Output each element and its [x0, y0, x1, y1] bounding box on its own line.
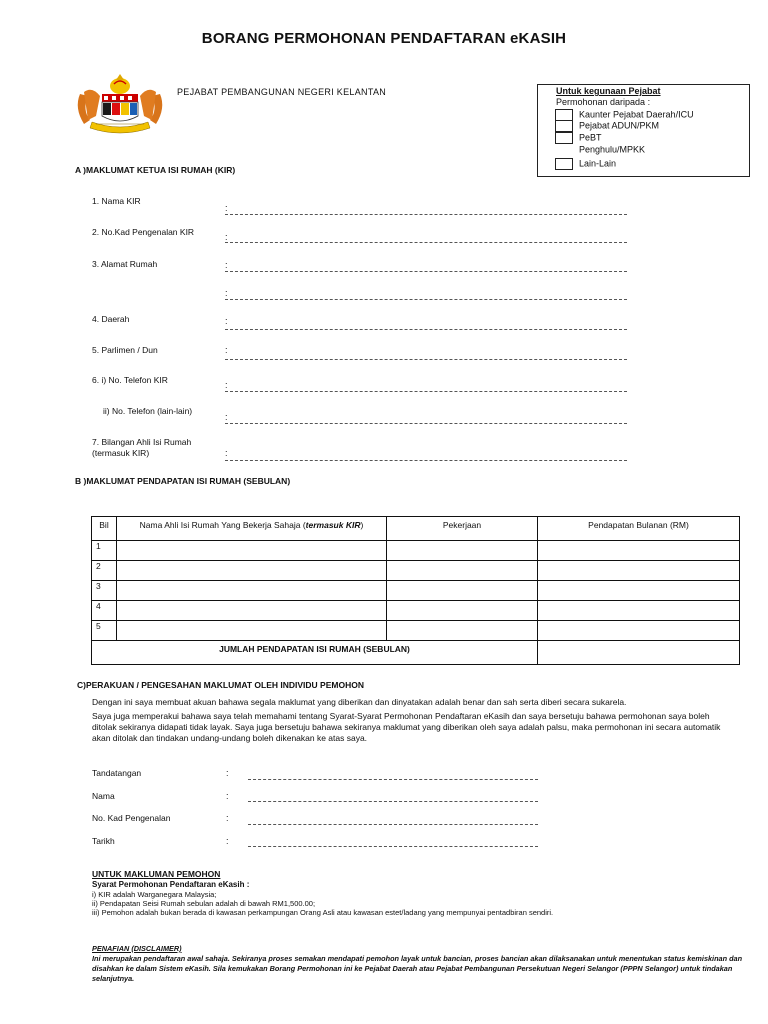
parliament-field[interactable]: [225, 359, 627, 360]
total-income-cell[interactable]: [538, 641, 740, 665]
section-a-title: A )MAKLUMAT KETUA ISI RUMAH (KIR): [75, 165, 236, 175]
office-option[interactable]: Penghulu/MPKK: [555, 144, 645, 156]
income-cell[interactable]: [538, 621, 740, 641]
form-title: BORANG PERMOHONAN PENDAFTARAN eKASIH: [201, 30, 567, 47]
colon: :: [226, 836, 229, 846]
disclaimer-text: Ini merupakan pendaftaran awal sahaja. Sekiranya proses semakan mendapati pemohon layak untuk bancian, proses bancian akan dilaksanakan untuk menentukan status kemiskinan dan disahkan ke dalam Sistem eKasih. Sila kemukakan Borang Permohonan ini ke Pejabat Daerah atau Pejabat Pembangunan Persekutuan Negeri Selangor (PPPN Selangor) untuk tindakan selanjutnya.: [92, 954, 743, 983]
declaration-paragraph: Saya juga memperakui bahawa saya telah memahami tentang Syarat-Syarat Permohonan Pendaftaran eKasih dan saya bersetuju bahawa permohonan saya boleh ditolak sekiranya didapati tidak layak. Saya juga bersetuju bahawa sekiranya maklumat yang diberikan oleh saya adalah palsu, maka permohonan ini secara automatik akan ditolak dan tindakan undang-undang boleh dikenakan ke atas saya.: [92, 711, 721, 743]
field-label: 2. No.Kad Pengenalan KIR: [92, 227, 195, 237]
date-field[interactable]: [248, 846, 538, 847]
total-label: JUMLAH PENDAPATAN ISI RUMAH (SEBULAN): [92, 641, 538, 665]
field-label: 4. Daerah: [92, 314, 130, 324]
income-cell[interactable]: [538, 561, 740, 581]
info-item: iii) Pemohon adalah bukan berada di kawasan perkampungan Orang Asli atau kawasan estet/ladang yang mempunyai pentadbiran sendiri.: [92, 908, 554, 917]
disclaimer: [92, 944, 752, 984]
date-label: Tarikh: [92, 836, 115, 846]
checkbox[interactable]: [555, 132, 573, 144]
table-row: 4: [92, 601, 740, 621]
table-row: 1: [92, 541, 740, 561]
checkbox[interactable]: [555, 158, 573, 170]
office-use-subtitle: Permohonan daripada :: [556, 97, 651, 107]
colon: :: [225, 232, 228, 242]
occupation-cell[interactable]: [387, 601, 538, 621]
colon: :: [225, 316, 228, 326]
address-field-line1[interactable]: [225, 271, 627, 272]
info-subtitle: Syarat Permohonan Pendaftaran eKasih :: [92, 880, 250, 889]
office-use-title: Untuk kegunaan Pejabat: [556, 86, 661, 96]
field-label: 5. Parlimen / Dun: [92, 345, 158, 355]
colon: :: [226, 768, 229, 778]
section-b-title: B )MAKLUMAT PENDAPATAN ISI RUMAH (SEBULAN): [75, 476, 291, 486]
total-row: [92, 641, 740, 665]
declaration-paragraph: Dengan ini saya membuat akuan bahawa segala maklumat yang diberikan dan dinyatakan adalah benar dan sah serta diberi secara sukarela.: [92, 697, 627, 707]
column-header-occupation: Pekerjaan: [387, 517, 538, 541]
income-table: [91, 516, 740, 665]
ic-label: No. Kad Pengenalan: [92, 813, 171, 823]
applicant-name-field[interactable]: [248, 801, 538, 802]
colon: :: [226, 791, 229, 801]
income-cell[interactable]: [538, 581, 740, 601]
name-cell[interactable]: [117, 541, 387, 561]
info-item: ii) Pendapatan Seisi Rumah sebulan adalah di bawah RM1,500.00;: [92, 899, 316, 908]
field-label: ii) No. Telefon (lain-lain): [103, 406, 193, 416]
household-count-field[interactable]: [225, 460, 627, 461]
column-header-name: Nama Ahli Isi Rumah Yang Bekerja Sahaja (termasuk KIR): [117, 517, 387, 541]
name-field[interactable]: [225, 214, 627, 215]
name-cell[interactable]: [117, 561, 387, 581]
info-title: UNTUK MAKLUMAN PEMOHON: [92, 869, 221, 879]
table-row: 2: [92, 561, 740, 581]
ic-number-field[interactable]: [225, 242, 627, 243]
table-row: 3: [92, 581, 740, 601]
field-label: 1. Nama KIR: [92, 196, 141, 206]
applicant-ic-field[interactable]: [248, 824, 538, 825]
colon: :: [225, 448, 228, 458]
phone-field[interactable]: [225, 391, 627, 392]
colon: :: [225, 288, 228, 298]
info-item: i) KIR adalah Warganegara Malaysia;: [92, 890, 217, 899]
office-option[interactable]: Kaunter Pejabat Daerah/ICU: [555, 109, 694, 121]
signature-label: Tandatangan: [92, 768, 142, 778]
income-cell[interactable]: [538, 541, 740, 561]
occupation-cell[interactable]: [387, 621, 538, 641]
colon: :: [225, 412, 228, 422]
name-cell[interactable]: [117, 601, 387, 621]
occupation-cell[interactable]: [387, 561, 538, 581]
office-name: PEJABAT PEMBANGUNAN NEGERI KELANTAN: [177, 87, 387, 97]
colon: :: [225, 203, 228, 213]
colon: :: [225, 345, 228, 355]
name-cell[interactable]: [117, 621, 387, 641]
checkbox[interactable]: [555, 120, 573, 132]
district-field[interactable]: [225, 329, 627, 330]
occupation-cell[interactable]: [387, 581, 538, 601]
name-cell[interactable]: [117, 581, 387, 601]
address-field-line2[interactable]: [225, 299, 627, 300]
field-label-note: (termasuk KIR): [92, 448, 150, 458]
table-row: 5: [92, 621, 740, 641]
colon: :: [226, 813, 229, 823]
column-header-income: Pendapatan Bulanan (RM): [538, 517, 740, 541]
name-label: Nama: [92, 791, 115, 801]
disclaimer-title: PENAFIAN (DISCLAIMER): [92, 944, 182, 953]
field-label: 3. Alamat Rumah: [92, 259, 158, 269]
coat-of-arms-logo: [72, 74, 168, 136]
occupation-cell[interactable]: [387, 541, 538, 561]
office-use-box: [537, 84, 750, 177]
office-option[interactable]: PeBT: [555, 132, 602, 144]
office-option[interactable]: Lain-Lain: [555, 158, 616, 170]
checkbox-spacer: [555, 144, 573, 156]
section-c-title: C)PERAKUAN / PENGESAHAN MAKLUMAT OLEH INDIVIDU PEMOHON: [77, 680, 364, 690]
office-option[interactable]: Pejabat ADUN/PKM: [555, 120, 659, 132]
declaration-text: [92, 697, 732, 744]
field-label: 7. Bilangan Ahli Isi Rumah: [92, 437, 192, 447]
field-label: 6. i) No. Telefon KIR: [92, 375, 168, 385]
column-header-bil: Bil: [92, 517, 117, 541]
income-cell[interactable]: [538, 601, 740, 621]
colon: :: [225, 380, 228, 390]
signature-field[interactable]: [248, 779, 538, 780]
phone-other-field[interactable]: [225, 423, 627, 424]
colon: :: [225, 260, 228, 270]
